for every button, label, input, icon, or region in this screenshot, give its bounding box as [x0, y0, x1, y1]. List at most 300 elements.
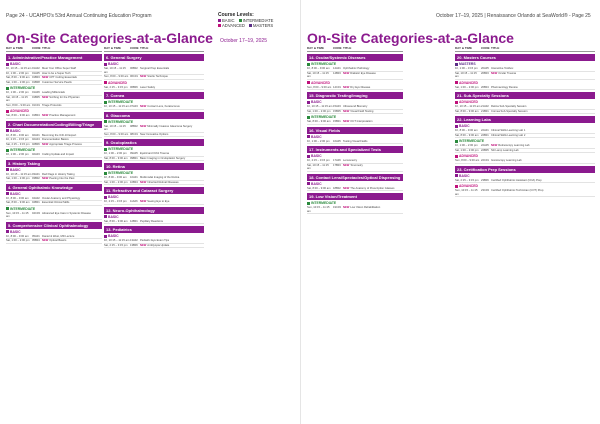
course-title: Red Flags in History Taking	[42, 172, 75, 176]
course-code: 20A05	[481, 67, 489, 70]
course-row	[6, 81, 102, 86]
course-title: Becoming the ICD-10 Expert	[42, 133, 77, 137]
course-code: 04C03	[32, 211, 40, 215]
course-code: 13B06	[130, 243, 138, 247]
level-label: INTERMEDIATE	[455, 139, 595, 143]
course-title: NEWOptical Basics	[42, 239, 67, 242]
course-code: 01A02	[32, 67, 40, 70]
column-header-date: DAY & TIME	[6, 46, 24, 50]
course-time: Fri, 8:00 – 9:00 am	[104, 176, 127, 179]
column-header-date: DAY & TIME	[104, 46, 122, 50]
legend-swatch-masters	[249, 24, 252, 27]
course-code: 23B06	[481, 178, 489, 182]
course-code: 14C01	[333, 85, 341, 89]
course-title: Testing Visual Fields	[343, 139, 368, 143]
legend-swatch-advanced	[218, 24, 221, 27]
section-title: 17. Instruments and Specialized Tests	[307, 146, 403, 153]
level-swatch-basic	[6, 230, 9, 233]
course-time: Fri, 10:15 – 11:15 am	[6, 67, 32, 70]
course-title: NEWSterile Technique	[140, 75, 168, 78]
column-header-date: DAY & TIME	[307, 46, 325, 50]
course-time: Fri, 10:15 – 11:15 am	[455, 105, 481, 108]
course-title: NEWInherited Retinal Diseases	[140, 180, 179, 184]
column-header-code: CODE	[130, 46, 139, 50]
legend-masters: MASTERS	[249, 23, 273, 28]
course-code: 01A06	[32, 91, 40, 94]
level-swatch-advanced	[455, 81, 458, 84]
level-swatch-basic	[6, 129, 9, 132]
course-levels-legend	[218, 12, 300, 28]
course-row	[455, 110, 595, 115]
section-title: 6. General Surgery	[104, 54, 204, 61]
course-row	[6, 239, 102, 244]
level-swatch-intermediate	[104, 148, 107, 151]
course-title: Interactive Toolbox	[491, 67, 514, 70]
course-time: Sat, 8:00 – 9:00 am	[6, 114, 30, 117]
level-swatch-basic	[6, 168, 9, 171]
course-title: NEWDry Eye Disease	[343, 85, 371, 89]
course-code: 12B01	[130, 219, 138, 223]
course-code: 04A02	[32, 196, 40, 200]
course-code: 14B03	[333, 71, 341, 75]
column-header-date: DAY & TIME	[455, 46, 473, 50]
course-code: 02B06	[32, 142, 40, 146]
level-label: BASIC	[307, 100, 403, 104]
course-title: Clinical Skills Learning Lab 2	[491, 133, 526, 137]
new-badge: NEW	[343, 71, 350, 75]
course-title: NEWOCT Interpretation	[343, 120, 373, 123]
level-label: BASIC	[6, 230, 102, 234]
course-time: Sat, 1:00 – 2:00 pm	[455, 85, 479, 89]
level-label: ADVANCED	[455, 100, 595, 104]
course-title: NEWAmblyopia Update	[140, 243, 170, 247]
column-header-title: TITLE	[42, 46, 51, 50]
new-badge: NEW	[140, 180, 147, 184]
course-row	[104, 75, 204, 80]
course-time: Sun, 8:00 – 9:00 am	[307, 85, 332, 89]
course-time: Sat, 8:00 – 9:00 am	[104, 156, 128, 160]
new-badge: NEW	[343, 120, 350, 123]
level-swatch-advanced	[6, 110, 9, 113]
level-label: BASIC	[6, 168, 102, 172]
level-label: INTERMEDIATE	[307, 62, 403, 66]
section-title: 11. Refractive and Cataract Surgery	[104, 187, 204, 194]
right-page	[300, 0, 600, 424]
course-time: Fri, 2:15 – 3:15 pm	[6, 138, 29, 141]
course-title: NEWRetinoscopy Learning Lab	[491, 144, 530, 147]
course-row	[6, 143, 102, 148]
course-row	[307, 187, 403, 192]
level-label: INTERMEDIATE	[6, 148, 102, 152]
course-time: Sat, 8:00 – 9:00 am	[104, 219, 128, 223]
course-row	[455, 159, 595, 164]
course-code: 05A01	[32, 234, 40, 238]
new-badge: NEW	[42, 95, 49, 99]
course-code: 22A05	[481, 144, 489, 147]
course-time: Fri, 1:00 – 2:00 pm	[455, 144, 478, 147]
course-title: NEWSeeing Eye to Eye	[140, 200, 170, 203]
level-label: INTERMEDIATE	[104, 100, 204, 104]
new-badge: NEW	[140, 243, 147, 247]
course-time: Sat, 1:00 – 2:00 pm	[6, 80, 30, 84]
level-swatch-intermediate	[104, 172, 107, 175]
course-row	[307, 72, 403, 80]
course-row	[6, 114, 102, 119]
course-row	[455, 134, 595, 139]
level-swatch-intermediate	[6, 149, 9, 152]
level-label: MASTERS	[455, 62, 595, 66]
course-code: 15A03	[333, 105, 341, 108]
course-code: 09B01	[130, 156, 138, 160]
course-time: Sat, 2:15 – 3:15 pm	[455, 178, 479, 182]
section-title: 19. Low Vision/Treatment	[307, 193, 403, 200]
course-row	[307, 86, 403, 91]
new-badge: NEW	[343, 163, 350, 167]
level-label: BASIC	[104, 234, 204, 238]
course-code: 20B03	[481, 71, 489, 75]
course-time: Fri, 10:15 – 11:15 am	[307, 105, 333, 108]
section-title: 3. History Taking	[6, 160, 102, 167]
course-title: Gonioscopy Learning Lab	[491, 159, 522, 162]
column-header-title: TITLE	[491, 46, 500, 50]
level-label: ADVANCED	[455, 81, 595, 85]
course-code: 15B05	[333, 109, 341, 113]
course-title: NEWVisual Field Testing	[343, 109, 374, 113]
course-code: 02A01	[32, 133, 40, 137]
course-title: Slit Lamp Learning Lab	[491, 148, 519, 152]
course-row	[104, 105, 204, 110]
level-label: BASIC	[307, 154, 403, 158]
level-label: BASIC	[6, 129, 102, 133]
course-time: Sat, 1:00 – 2:00 pm	[6, 239, 30, 242]
level-label: BASIC	[6, 62, 102, 66]
course-title: NEWContact Lens, Keratoconus	[140, 105, 180, 108]
course-title: Cornea Sub-Specialty Session	[491, 109, 528, 113]
level-swatch-basic	[104, 235, 107, 238]
column-header	[307, 46, 403, 52]
section-title: 9. Oculoplastics	[104, 139, 204, 146]
course-code: 01B05	[32, 95, 40, 99]
course-time: Sat, 10:15 – 11:15 am	[104, 124, 126, 131]
course-code: 02A04	[32, 138, 40, 141]
course-title: Documentation Basics	[42, 138, 69, 141]
course-time: Sat, 8:00 – 9:00 am	[6, 201, 30, 204]
course-time: Fri, 8:00 – 9:00 am	[455, 129, 478, 132]
level-swatch-intermediate	[104, 101, 107, 104]
course-title: Customer Service Pearls	[42, 80, 72, 84]
course-code: 17B03	[333, 163, 341, 167]
course-code: 09A05	[130, 152, 138, 155]
course-row	[455, 189, 595, 197]
course-time: Sun, 10:15 – 11:15 am	[6, 211, 29, 218]
course-code: 21B01	[481, 109, 489, 113]
course-title: Laser Safety	[140, 85, 156, 89]
level-label: BASIC	[104, 62, 204, 66]
new-badge: NEW	[140, 105, 147, 108]
course-time: Sat, 2:15 – 3:15 pm	[104, 85, 128, 89]
course-time: Fri, 10:15 – 11:15 am	[6, 172, 32, 176]
level-swatch-advanced	[104, 81, 107, 84]
course-code: 02A03	[32, 153, 40, 156]
course-row	[104, 125, 204, 133]
course-row	[307, 110, 403, 115]
right-page-header: October 17–19, 2025 | Renaissance Orlando at SeaWorld® - Page 25	[436, 13, 591, 19]
course-time: Fri, 8:00 – 9:00 am	[307, 67, 330, 70]
course-code: 15B01	[333, 120, 341, 123]
course-row	[307, 120, 403, 125]
course-title: NEWThe Anatomy of Prescription Glasses	[343, 186, 395, 190]
course-code: 22B01	[481, 133, 489, 137]
course-time: Fri, 8:00 – 9:00 am	[6, 196, 29, 200]
new-badge: NEW	[42, 114, 49, 117]
new-badge: NEW	[140, 75, 147, 78]
legend-intermediate: INTERMEDIATE	[239, 18, 274, 23]
course-row	[307, 140, 403, 145]
section-title: 10. Retina	[104, 163, 204, 170]
course-row	[455, 72, 595, 80]
course-code: 22B05	[481, 148, 489, 152]
level-swatch-intermediate	[307, 63, 310, 66]
course-time: Fri, 1:00 – 2:00 pm	[104, 152, 127, 155]
course-row	[455, 86, 595, 91]
level-label: BASIC	[104, 215, 204, 219]
course-row	[104, 244, 204, 249]
legend-swatch-basic	[218, 19, 221, 22]
course-title: Triage Protocols	[42, 103, 62, 107]
course-code: 05B04	[32, 239, 40, 242]
level-swatch-intermediate	[455, 140, 458, 143]
course-title: How to be a Super Tech	[42, 71, 71, 75]
course-title: Certified Ophthalmic Assistant (COA) Prep	[491, 178, 542, 182]
left-page-header: Page 24 - UCAHPO's 53rd Annual Continuing Education Program	[6, 13, 152, 19]
course-time: Sat, 10:15 – 11:15 am	[307, 163, 329, 170]
course-time: Sun, 8:00 – 9:00 am	[6, 103, 31, 107]
level-label: BASIC	[307, 135, 403, 139]
level-swatch-basic	[307, 155, 310, 158]
course-title: New Innovative Options	[140, 132, 169, 136]
course-row	[307, 164, 403, 172]
course-code: 17A06	[333, 159, 341, 162]
course-title: Ophthalmic Pathology	[343, 67, 370, 70]
course-code: 20B04	[481, 85, 489, 89]
section-title: 21. Sub-Specialty Sessions	[455, 92, 595, 99]
level-swatch-intermediate	[6, 87, 9, 90]
course-time: Sat, 8:00 – 9:00 am	[6, 76, 30, 79]
level-label: BASIC	[6, 192, 102, 196]
course-row	[6, 212, 102, 220]
column-3	[307, 46, 403, 214]
level-label: INTERMEDIATE	[6, 86, 102, 90]
course-title: NEWScribing for the Physician	[42, 95, 80, 99]
level-swatch-advanced	[455, 185, 458, 188]
course-title: Pediatric Eye Exam Tips	[140, 239, 170, 242]
right-page-title: On-Site Categories-at-a-Glance	[307, 30, 514, 46]
column-header	[455, 46, 595, 52]
level-swatch-basic	[6, 192, 9, 195]
course-code: 22C01	[481, 159, 489, 162]
section-title: 2. Chart Documentation/Coding/Billing/Triage	[6, 121, 102, 128]
section-title: 1. Administrative/Practice Management	[6, 54, 102, 61]
course-time: Sat, 10:15 – 11:15 am	[455, 71, 477, 78]
course-title: Essential Clinical Skills	[42, 201, 70, 204]
course-code: 04B01	[32, 201, 40, 204]
level-swatch-intermediate	[6, 207, 9, 210]
course-code: 01C01	[32, 103, 40, 107]
course-title: NEWPractice Management	[42, 114, 76, 117]
course-title: Leading Millennials	[42, 91, 65, 94]
section-title: 4. General Ophthalmic Knowledge	[6, 184, 102, 191]
course-title: Coding Update and Impact	[42, 153, 74, 156]
level-swatch-basic	[455, 174, 458, 177]
course-code: 06B02	[130, 67, 138, 70]
course-time: Sun, 8:00 – 9:00 am	[104, 132, 129, 136]
level-label: ADVANCED	[104, 81, 204, 85]
course-row	[6, 201, 102, 206]
level-swatch-advanced	[307, 81, 310, 84]
level-swatch-basic	[307, 182, 310, 185]
course-time: Fri, 1:00 – 2:00 pm	[307, 139, 330, 143]
column-2	[104, 46, 204, 248]
course-time: Fri, 2:15 – 3:15 pm	[307, 159, 330, 162]
course-row	[6, 96, 102, 104]
column-header-code: CODE	[481, 46, 490, 50]
section-title: 14. Ocular/Systemic Diseases	[307, 54, 403, 61]
level-label: INTERMEDIATE	[104, 147, 204, 151]
course-row	[307, 206, 403, 214]
legend-swatch-intermediate	[239, 19, 242, 22]
new-badge: NEW	[140, 124, 147, 128]
level-swatch-basic	[104, 215, 107, 218]
course-time: Fri, 8:00 – 9:00 am	[6, 133, 29, 137]
course-code: 14A01	[333, 67, 341, 70]
course-time: Fri, 1:00 – 2:00 pm	[6, 153, 29, 156]
level-swatch-basic	[6, 63, 9, 66]
course-time: Fri, 10:15 – 11:15 am	[104, 105, 130, 108]
course-time: Sun, 10:15 – 11:15 am	[307, 206, 330, 213]
course-title: NEWPeering Into the Past	[42, 177, 75, 180]
column-header-code: CODE	[32, 46, 41, 50]
legend-basic: BASIC	[218, 18, 235, 23]
level-swatch-intermediate	[307, 116, 310, 119]
left-page-subtitle: October 17–19, 2025	[220, 38, 267, 44]
course-time: Fri, 2:15 – 3:15 pm	[104, 200, 127, 203]
course-time: Sat, 8:00 – 9:00 am	[307, 186, 331, 190]
section-title: 12. Neuro-Ophthalmology	[104, 207, 204, 214]
course-title: NEWAppropriate Triage Process	[42, 142, 82, 146]
course-title: Certified Ophthalmic Technician (COT) Prep	[491, 189, 544, 192]
course-time: Sun, 8:00 – 9:00 am	[455, 159, 480, 162]
new-badge: NEW	[491, 144, 498, 147]
course-title: Clinical Skills Learning Lab 1	[491, 129, 526, 132]
course-time: Sat, 8:00 – 9:00 am	[455, 133, 479, 137]
course-code: 18B02	[333, 186, 341, 190]
level-swatch-intermediate	[104, 120, 107, 123]
course-time: Sat, 1:00 – 2:00 pm	[6, 177, 30, 180]
level-swatch-basic	[307, 101, 310, 104]
level-label: INTERMEDIATE	[104, 171, 204, 175]
column-header-code: CODE	[333, 46, 342, 50]
course-title: Daniel & West, MD Lecture	[42, 234, 75, 238]
level-label: BASIC	[104, 195, 204, 199]
course-code: 10B04	[130, 180, 138, 184]
course-row	[6, 104, 102, 109]
course-code: 03B02	[32, 177, 40, 180]
new-badge: NEW	[343, 85, 350, 89]
course-time: Sat, 10:15 – 11:15 am	[6, 95, 28, 102]
course-code: 06C01	[130, 75, 138, 78]
level-swatch-advanced	[455, 101, 458, 104]
course-time: Sat, 1:00 – 2:00 pm	[455, 148, 479, 152]
course-code: 07A03	[130, 105, 138, 108]
course-time: Fri, 1:00 – 2:00 pm	[6, 71, 29, 75]
course-time: Sat, 8:00 – 9:00 am	[455, 109, 479, 113]
course-title: Surgical Prep Essentials	[140, 67, 170, 70]
course-time: Sun, 10:15 – 11:15 am	[455, 189, 478, 196]
course-title: NEWCPT Coding Essentials	[42, 76, 77, 79]
course-time: Fri, 8:00 – 9:00 am	[6, 234, 29, 238]
section-title: 8. Glaucoma	[104, 112, 204, 119]
new-badge: NEW	[343, 206, 350, 209]
course-time: Sat, 8:00 – 9:00 am	[307, 120, 331, 123]
new-badge: NEW	[140, 200, 147, 203]
course-title: Ocular Anatomy and Physiology	[42, 196, 81, 200]
course-title: Retina Sub-Specialty Session	[491, 105, 527, 108]
course-levels-label: Course Levels:	[218, 12, 254, 18]
level-label: BASIC	[455, 174, 595, 178]
level-swatch-basic	[104, 63, 107, 66]
section-title: 13. Pediatrics	[104, 226, 204, 233]
course-time: Fri, 1:00 – 3:15 pm	[455, 67, 478, 70]
level-label: INTERMEDIATE	[307, 115, 403, 119]
course-title: Basic Imaging in Oculoplastic Surgery	[140, 156, 186, 160]
course-row	[455, 149, 595, 154]
course-row	[104, 220, 204, 225]
section-title: 18. Contact Lens/Spectacles/Optical Dispensing	[307, 174, 403, 181]
level-label: INTERMEDIATE	[307, 201, 403, 205]
section-title: 16. Visual Fields	[307, 127, 403, 134]
course-code: 13A02	[130, 239, 138, 242]
course-code: 06B06	[130, 85, 138, 89]
course-title: Ultrasound Biometry	[343, 105, 368, 108]
level-swatch-basic	[104, 196, 107, 199]
course-code: 21A02	[481, 105, 489, 108]
course-code: 01B08	[32, 80, 40, 84]
new-badge: NEW	[42, 142, 49, 146]
level-label: BASIC	[455, 124, 595, 128]
section-title: 7. Cornea	[104, 92, 204, 99]
level-swatch-intermediate	[307, 202, 310, 205]
level-label: INTERMEDIATE	[6, 207, 102, 211]
course-time: Fri, 1:00 – 2:00 pm	[6, 91, 29, 94]
course-code: 22A01	[481, 129, 489, 132]
column-header	[104, 46, 204, 52]
level-label: ADVANCED	[307, 81, 403, 85]
section-title: 5. Comprehensive Clinical Ophthalmology	[6, 222, 102, 229]
course-title: Pupillary Reactions	[140, 219, 164, 223]
left-page-title: On-Site Categories-at-a-Glance	[6, 30, 213, 46]
new-badge: NEW	[491, 71, 498, 75]
course-title: NEWOcular Trauma	[491, 71, 517, 75]
course-row	[104, 86, 204, 91]
course-time: Fri, 10:15 – 11:15 am	[104, 239, 130, 242]
course-code: 08B02	[130, 124, 138, 128]
legend-advanced: ADVANCED	[218, 23, 245, 28]
course-title: Meet Your Office Super Staff	[42, 67, 76, 70]
level-label: ADVANCED	[455, 154, 595, 158]
course-title: Eyelid and Orbit Trauma	[140, 152, 169, 155]
course-row	[104, 181, 204, 186]
course-time: Sat, 10:15 – 11:15 am	[307, 71, 329, 78]
